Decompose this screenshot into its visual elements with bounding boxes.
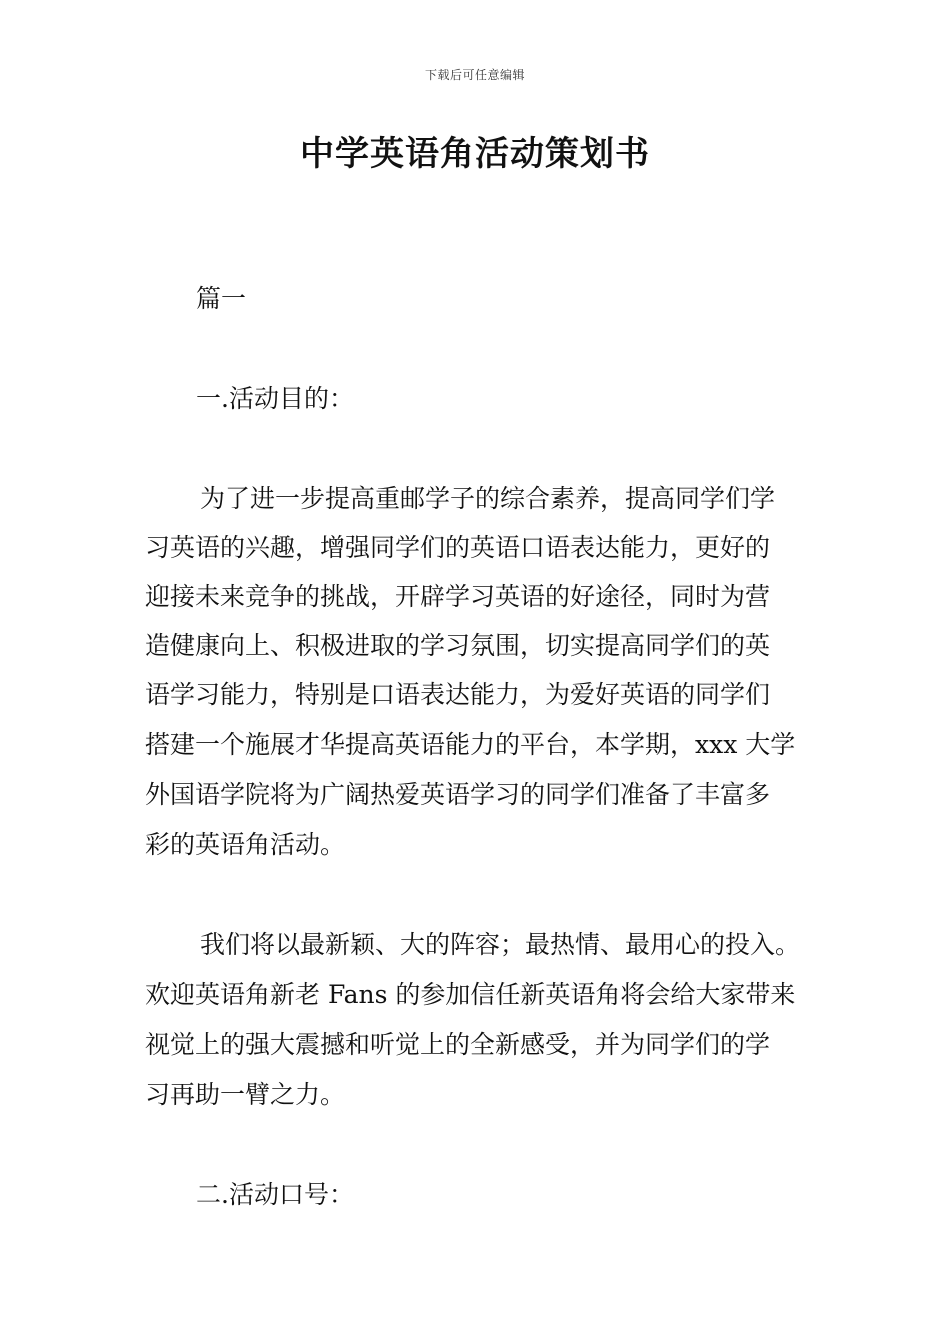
paragraph-1-line-4: 造健康向上、积极进取的学习氛围，切实提高同学们的英 (145, 631, 771, 660)
paragraph-2-line-2: 欢迎英语角新老 Fans 的参加信任新英语角将会给大家带来 (145, 980, 796, 1009)
header-note: 下载后可任意编辑 (424, 68, 525, 82)
paragraph-1-line-7: 外国语学院将为广阔热爱英语学习的同学们准备了丰富多 (145, 780, 771, 809)
paragraph-1-line-5: 语学习能力，特别是口语表达能力，为爱好英语的同学们 (145, 680, 771, 709)
section-label: 篇一 (196, 284, 247, 313)
paragraph-1-line-8: 彩的英语角活动。 (145, 830, 346, 859)
document-title: 中学英语角活动策划书 (300, 134, 650, 174)
paragraph-1-line-2: 习英语的兴趣，增强同学们的英语口语表达能力，更好的 (145, 533, 771, 562)
paragraph-1-line-3: 迎接未来竞争的挑战，开辟学习英语的好途径，同时为营 (145, 582, 771, 611)
paragraph-1-line-1: 为了进一步提高重邮学子的综合素养，提高同学们学 (200, 484, 776, 513)
paragraph-2-line-1: 我们将以最新颖、大的阵容；最热情、最用心的投入。 (200, 930, 801, 959)
heading-purpose: 一.活动目的： (196, 384, 354, 413)
paragraph-1-line-6: 搭建一个施展才华提高英语能力的平台，本学期，xxx 大学 (145, 730, 796, 759)
heading-slogan: 二.活动口号： (196, 1180, 354, 1209)
paragraph-2-line-3: 视觉上的强大震撼和听觉上的全新感受，并为同学们的学 (145, 1030, 771, 1059)
paragraph-2-line-4: 习再助一臂之力。 (145, 1080, 346, 1109)
